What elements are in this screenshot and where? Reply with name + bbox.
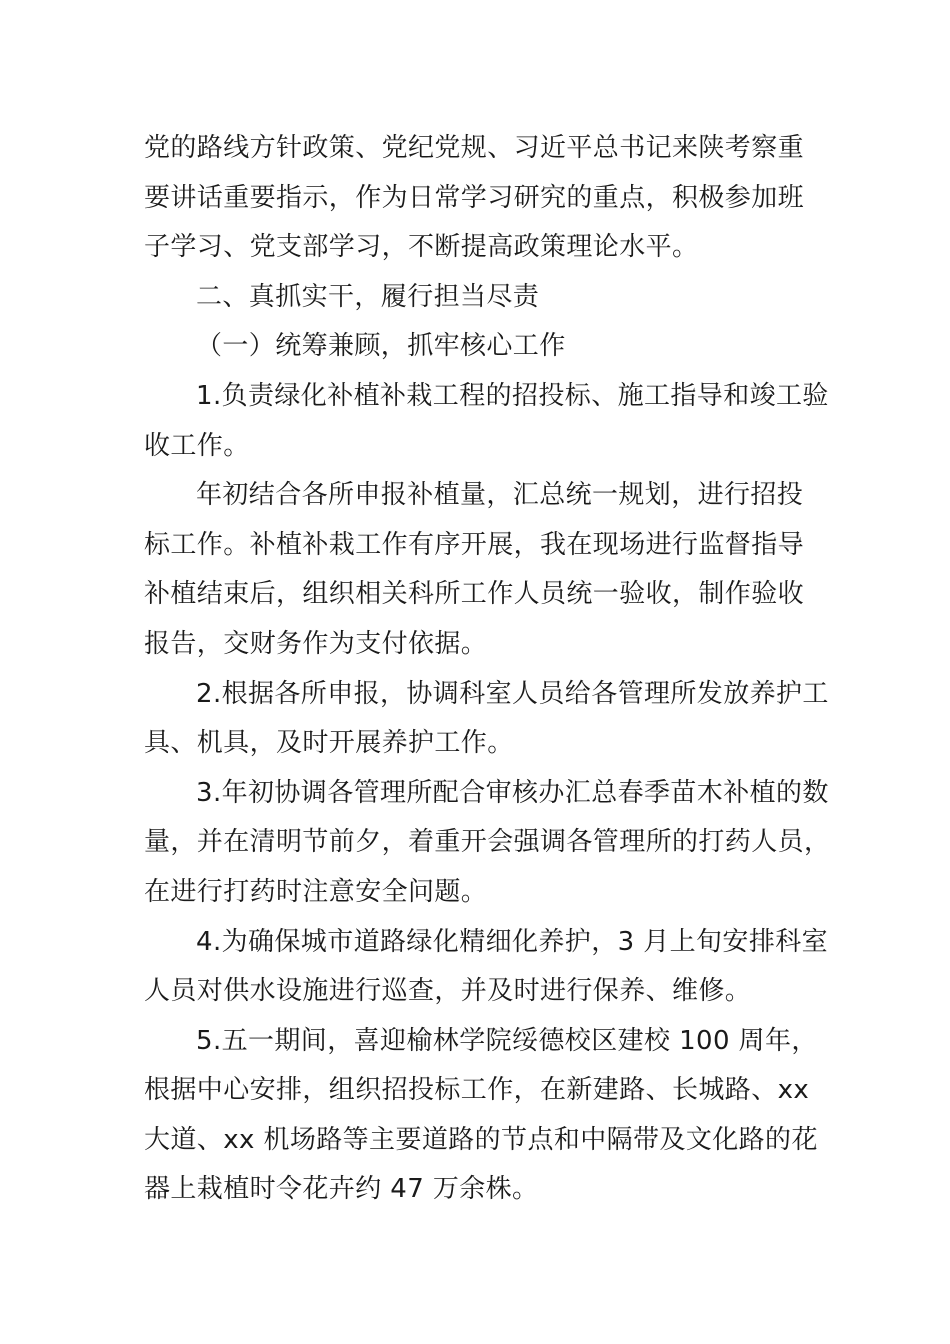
item-5-line-3: 大道、xx 机场路等主要道路的节点和中隔带及文化路的花 (144, 1124, 818, 1155)
item-2-line-1: 2.根据各所申报，协调科室人员给各管理所发放养护工 (196, 678, 829, 709)
section-heading: 二、真抓实干，履行担当尽责 (196, 281, 540, 312)
item-5-line-1: 5.五一期间，喜迎榆林学院绥德校区建校 100 周年， (196, 1025, 818, 1056)
item-5-line-4: 器上栽植时令花卉约 47 万余株。 (144, 1174, 539, 1205)
subsection-heading: （一）统筹兼顾，抓牢核心工作 (196, 331, 566, 362)
document-body (144, 124, 834, 1215)
text-line-2: 要讲话重要指示，作为日常学习研究的重点，积极参加班 (144, 182, 805, 213)
item-5-line-2: 根据中心安排，组织招投标工作，在新建路、长城路、xx (144, 1075, 810, 1106)
item-2-line-2: 具、机具，及时开展养护工作。 (144, 728, 514, 759)
paragraph-line-3: 补植结束后，组织相关科所工作人员统一验收，制作验收 (144, 579, 805, 610)
item-4-line-2: 人员对供水设施进行巡查，并及时进行保养、维修。 (144, 976, 752, 1007)
paragraph-line-2: 标工作。补植补栽工作有序开展，我在现场进行监督指导 (144, 529, 805, 560)
paragraph-line-1: 年初结合各所申报补植量，汇总统一规划，进行招投 (196, 480, 804, 511)
item-3-line-2: 量，并在清明节前夕，着重开会强调各管理所的打药人员， (144, 827, 831, 858)
text-line-3: 子学习、党支部学习，不断提高政策理论水平。 (144, 232, 699, 263)
item-1-line-2: 收工作。 (144, 430, 250, 461)
paragraph-line-4: 报告，交财务作为支付依据。 (144, 628, 488, 659)
text-line-1: 党的路线方针政策、党纪党规、习近平总书记来陕考察重 (144, 133, 805, 163)
item-1-line-1: 1.负责绿化补植补栽工程的招投标、施工指导和竣工验 (196, 380, 829, 411)
item-3-line-3: 在进行打药时注意安全问题。 (144, 876, 488, 907)
item-3-line-1: 3.年初协调各管理所配合审核办汇总春季苗木补植的数 (196, 777, 829, 808)
item-4-line-1: 4.为确保城市道路绿化精细化养护，3 月上旬安排科室 (196, 926, 829, 957)
